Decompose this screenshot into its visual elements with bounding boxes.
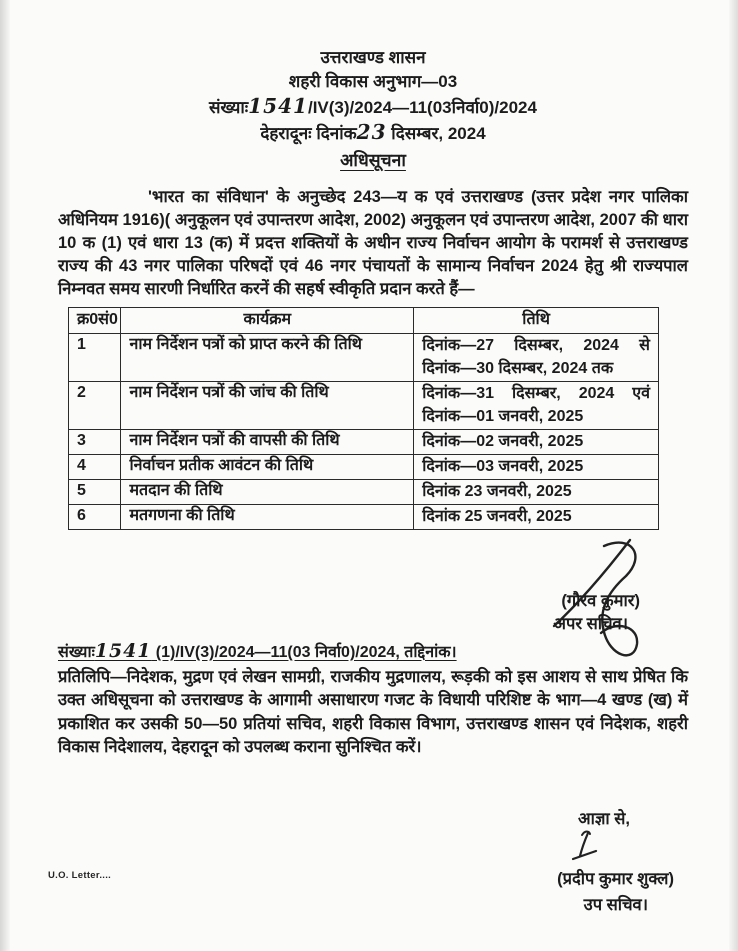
scan-edge-left: [0, 0, 10, 951]
place-prefix: देहरादूनः दिनांक: [260, 124, 357, 143]
column-header-program: कार्यक्रम: [121, 308, 414, 334]
signatory-title: उप सचिव।: [583, 895, 648, 914]
table-row: [69, 333, 659, 381]
row-program: मतगणना की तिथि: [121, 504, 414, 529]
document-content: [58, 46, 688, 924]
uo-letter-note: U.O. Letter....: [48, 870, 112, 881]
row-dates: [414, 381, 659, 429]
document-header: [58, 46, 688, 173]
row-program: मतदान की तिथि: [121, 479, 414, 504]
place-date-line: [58, 120, 688, 146]
row-dates: [414, 333, 659, 381]
additional-secretary-signature-block: [58, 530, 688, 634]
table-row: [69, 381, 659, 429]
row-dates: [414, 429, 659, 454]
row-dates: [414, 504, 659, 529]
row-serial: 4: [69, 454, 121, 479]
date-line: दिनांक—30 दिसम्बर, 2024 तक: [422, 359, 614, 377]
row-serial: 5: [69, 479, 121, 504]
row-dates: [414, 479, 659, 504]
notification-body-paragraph: 'भारत का संविधान' के अनुच्छेद 243—य क एवं उत्तराखण्ड (उत्तर प्रदेश नगर पालिका अधिनियम 1916)( अनुकूलन एवं उपान्तरण आदेश, 2002) अनुकूलन एवं उपान्तरण आदेश, 2007 की धारा 10 क (1) एवं धारा 13 (क) में प्रदत्त शक्तियों के अधीन राज्य निर्वाचन आयोग के परामर्श से उत्तराखण्ड राज्य की 43 नगर पालिका परिषदों एवं 46 नगर पंचायतों के सामान्य निर्वाचन 2024 हेतु श्री राज्यपाल निम्नवत समय सारणी निर्धारित करनें की सहर्ष स्वीकृति प्रदान करते हैं—: [58, 188, 688, 298]
table-row: [69, 479, 659, 504]
row-serial: 2: [69, 381, 121, 429]
handwritten-ref-number: 1541: [94, 639, 152, 662]
copy-forward-paragraph: [58, 666, 688, 760]
date-line: दिनांक—27 दिसम्बर, 2024 से: [422, 336, 650, 354]
signatory-name: (प्रदीप कुमार शुक्ल): [557, 869, 674, 888]
signature-mark-icon: [568, 828, 602, 864]
deputy-secretary-signature-block: [58, 806, 688, 924]
row-program: नाम निर्देशन पत्रों की जांच की तिथि: [121, 381, 414, 429]
signatory-name: (गौरव कुमार): [561, 591, 640, 610]
table-row: [69, 454, 659, 479]
ref-rest: /IV(3)/2024—11(03 निर्वा0)/2024, तद्दिनांक।: [175, 643, 457, 661]
government-name: उत्तराखण्ड शासन: [320, 48, 426, 67]
notification-title: अधिसूचना: [340, 150, 406, 170]
handwritten-number: 1541: [248, 94, 308, 118]
date-line: दिनांक 23 जनवरी, 2025: [422, 482, 572, 500]
row-serial: 6: [69, 504, 121, 529]
election-schedule-table: [68, 307, 659, 530]
handwritten-date: 23: [356, 120, 387, 144]
copy-label: प्रतिलिपि: [58, 667, 111, 686]
date-line: दिनांक 25 जनवरी, 2025: [422, 507, 572, 525]
row-program: निर्वाचन प्रतीक आवंटन की तिथि: [121, 454, 414, 479]
number-rest: /IV(3)/2024—11(03निर्वा0)/2024: [307, 98, 537, 117]
row-serial: 3: [69, 429, 121, 454]
date-line: दिनांक—31 दिसम्बर, 2024 एवं: [422, 384, 650, 402]
ref-prefix: संख्याः: [58, 643, 95, 661]
scan-edge-right: [729, 0, 738, 951]
date-line: दिनांक—02 जनवरी, 2025: [422, 432, 584, 450]
table-header-row: [69, 308, 659, 334]
row-program: नाम निर्देशन पत्रों की वापसी की तिथि: [121, 429, 414, 454]
number-prefix: संख्याः: [209, 98, 249, 117]
ref-mid: (1): [151, 643, 176, 661]
date-line: दिनांक—03 जनवरी, 2025: [422, 457, 584, 475]
by-order-text: आज्ञा से,: [577, 809, 630, 828]
row-program: नाम निर्देशन पत्रों को प्राप्त करने की तिथि: [121, 333, 414, 381]
table-row: [69, 429, 659, 454]
reference-number-line: [58, 94, 688, 120]
row-dates: [414, 454, 659, 479]
copy-text: —निदेशक, मुद्रण एवं लेखन सामग्री, राजकीय मुद्रणालय, रूड़की को इस आशय से साथ प्रेषित कि उक्त अधिसूचना को उत्तराखण्ड के आगामी असाधारण गजट के विधायी परिशिष्ट के भाग—4 खण्ड (ख) में प्रकाशित कर उसकी 50—50 प्रतियां सचिव, शहरी विकास विभाग, उत्तराखण्ड शासन एवं निदेशक, शहरी विकास निदेशालय, देहरादून को उपलब्ध कराना सुनिश्चित करें।: [58, 667, 688, 756]
date-line: दिनांक—01 जनवरी, 2025: [422, 407, 584, 425]
row-serial: 1: [69, 333, 121, 381]
signatory-title: अपर सचिव।: [553, 614, 628, 633]
column-header-date: तिथि: [414, 308, 659, 334]
place-rest: दिसम्बर, 2024: [386, 124, 486, 143]
department-section: शहरी विकास अनुभाग—03: [288, 72, 458, 91]
table-row: [69, 504, 659, 529]
column-header-serial: क्र0सं0: [69, 308, 121, 334]
